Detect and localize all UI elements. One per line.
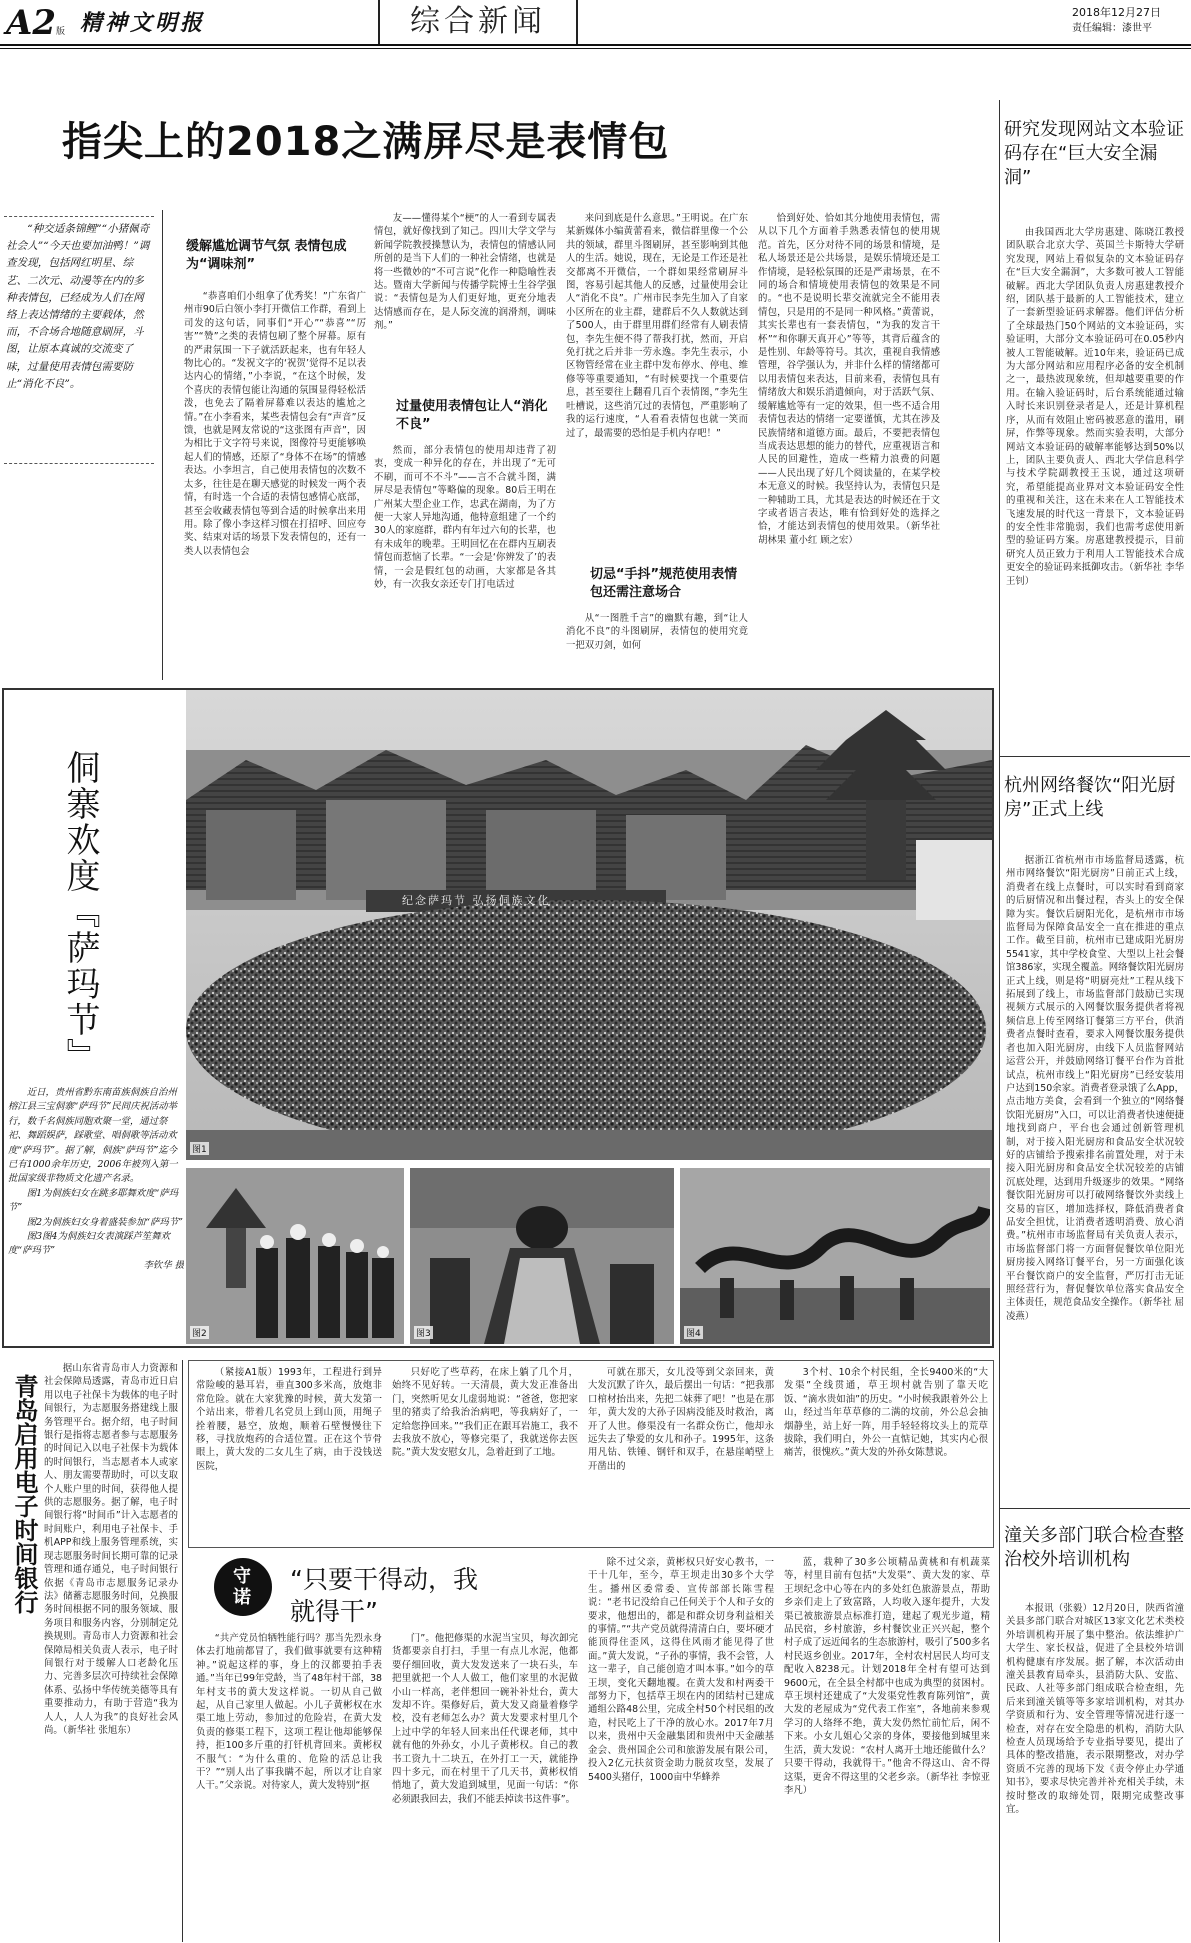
shounuo-title: “只要干得动，我就得干” xyxy=(290,1565,478,1626)
festival-photo-dragon xyxy=(680,1168,990,1344)
lead-column-2b: 然而，部分表情包的使用却违背了初衷，变成一种异化的存在，并出现了“无可不刷，而可不不斗”——言不合就斗图，满屏尽是表情包”等略偏的现象。80后王明在广州某大型企业工作，忠武在湖南，为了方便一大家人异地沟通，他特意组建了一个约30人的家庭群，群内有年过六旬的长辈，也有未成年的晚辈。王明回忆在在群内互刷表情包而惹恼了长辈。“一会是‘你辨发了’的表情，一会是假红包的动画，大家都是各其妙，有一次我女亲还专门打电话过 xyxy=(374,445,556,591)
issue-date: 2018年12月27日 xyxy=(1072,6,1161,19)
dancer-illustration xyxy=(410,1168,674,1344)
page-number-suffix: 版 xyxy=(56,27,66,37)
continued-column-4: 3个村、10余个村民组，全长9400米的“大发渠”全线贯通，草王坝村就告别了靠天吃饭、“滴水贵如油”的历史。“小时候我跟着外公上山，经过当年草草修的二满的坟前，外公总会抽烟静坐，站上好一阵，用手轻轻将坟头上的荒草拔除，我们明白，外公一直惦记她，其实内心很痛苦，很愧疚。”黄大发的外孙女陈慧说。 xyxy=(784,1367,988,1459)
column-divider xyxy=(182,1360,183,1942)
column-divider xyxy=(162,210,163,680)
lead-column-1: “恭喜咱们小组拿了优秀奖！”广东省广州市90后白领小李打开微信工作群，看到上司发的这句话，同事们“开心”“恭喜”“厉害”“赞”之类的表情包刷了整个屏幕。原有的严肃氛围一下子就活跃起来，也有年轻人物比心的。“发祝文字的‘祝贺’觉得不足以表达内心的情绪，”小李说，“在这个时候，发个喜庆的表情包能让沟通的氛围显得轻松活泼，也免去了隔着屏幕难以表达的尴尬之情。”在小李看来，某些表情包会有“声音”反馈，也就是网友常说的“这张图有声音”，因为相比于文字符号来说，图像符号更能够唤起人们的情感，还原了“身体不在场”的情感表达。小李坦言，自己使用表情包的次数不太多，往往是在聊天感觉的时候发一两个表情，有时选一个合适的表情包感情心底部，甚至会收藏表情包等到合适的时候拿出来用用。除了像小李这样习惯在打招呼、回应夸奖、结束对话的场景下发表情包的，还有一类人以表情包会 xyxy=(184,291,366,557)
shounuo-column-1: “共产党员怕牺牲能行吗？那当先烈永身体去打地前都冒了，我们做事就要有这种精神。”说起这样的事，身上的汉都要拍手表通。”当年已99年党龄，当了48年村干部，38年村支书的黄大发这样说。一切从自己做起，从自己家里人做起。小儿子黄彬权在水渠工地上劳动，参加过的危险岩，在黄大发负责的修渠工程下，这项工程让他却能够保持，拒100多斤重的打钎机背回来。黄彬权不服气：“为什么重的、危险的活总让我干？”“别人出了事我瞒不起，所以才让自家人干。”父亲说。对待家人，黄大发特别“抠 xyxy=(196,1633,382,1792)
shounuo-column-3: 除不过父亲，黄彬权只好安心教书，一干十几年，至今，草王坝走出30多个大学生。播州区委常委、宣传部部长陈雪程说：“老书记没给自己任何关于个人和子女的要求，他想出的，都是和群众切身利益相关的事情。”“共产党员就得清清白白，要坏硬才能顶得住歪风，这得住风雨才能见得了世面。”黄大发说，“子孙的事情，我不会管，人这一辈子，自己能创造才叫本事。”如今的草王坝，变化天翻地覆。在黄大发和村两委干部努力下，包括草王坝在内的团结村已建成通组公路48公里，完成全村50个村民组的改造，村民吃上了干净的放心水。2017年7月以来，贵州中天金融集团和贵州中天金融基金会、贵州国企公司和旅游发展有限公司，投入2亿元扶贫资金助力脱贫攻坚，发展了5400头猪仔，1000亩中华蜂养 xyxy=(588,1557,774,1783)
shounuo-column-2: 门”。他把修渠的水泥当宝贝，每次卸完货都要亲自打扫，手里一有点儿水泥，他都要仔细回收，黄大发发送来了一块石头，车把里就把一个人人做工，他们家里的水泥做小山一样高，老伴想回一碗补补灶台，黄大发却不许。渠修好后，黄大发又商量着修学校，没有老师怎么办？黄大发要求村里几个上过中学的年轻人回来出任代课老师，其中就有他的外孙女，小儿子黄彬权。自己的教书工资九十二块五，在外打工一天，就能挣四十多元，而在村里干了几天书，黄彬权悄悄地了，黄大发追到城里，见面一句话：“你必须跟我回去，我们不能丢掉读书这件事”。 xyxy=(392,1633,578,1805)
photo-note: 图1为侗族妇女在跳多耶舞欢度“萨玛节” xyxy=(8,1187,179,1214)
lead-subhead-2: 过量使用表情包让人“消化不良” xyxy=(396,399,548,432)
lead-column-2: 友——懂得某个“梗”的人一看到专属表情包，就好像找到了知己。四川大学文学与新闻学院教授操慧认为，表情包的情感认同所创的是当下人们的一种社会情绪，也就是将一些微妙的“不可言说”化作一种隐喻性表达。暨南大学新闻与传播学院博士生谷学强说：“表情包是为人们更好地，更充分地表达情感而存在，是人际交流的润滑剂，调味剂。” xyxy=(374,213,556,332)
continued-column-1: （紧接A1版）1993年，工程进行到异常险峻的悬耳岩，垂直300多米高，放炮非常危险。就在大家犹豫的时候，黄大发第一个站出来，带着几名党员上到山顶，用绳子拴着腰，悬空，放炮，顺着石壁慢慢往下移，寻找放炮药的合适位置。正在这个节骨眼上，黄大发的二女儿生了病，由于没钱送医院， xyxy=(196,1367,382,1472)
lead-column-3b: 从“一图胜千言”的幽默有趣，到“让人消化不良”的斗图刷屏，表情包的使用究竟一把双刃剑，如何 xyxy=(566,613,748,651)
right-bottom-body: 本报讯（张毅）12月20日，陕西省潼关县多部门联合对城区13家文化艺术类校外培训机构开展了集中整治。依法维护广大学生、家长权益，促进了全县校外培训机构健康有序发展。据了解，本次活动由潼关县教育局牵头，县消防大队、安监、民政、人社等多部门组成联合检查组，先后来到潼关镇等等多家培训机构，对其办学资质和行为、安全管理等情况进行逐一检查，对存在安全隐患的机构，消防大队检查人员现场给予专业指导要见，提出了具体的整改措施，表示限期整改，对办学资质不完善的现场下发《责令停止办学通知书》，要求尽快完善并补充相关手续，未按时整改的取缔处罚，限期完成整改事宜。 xyxy=(1006,1603,1184,1816)
lead-subhead-3: 切忌“手抖”规范使用表情包还需注意场合 xyxy=(590,567,738,600)
shounuo-column-4: 蓝，栽种了30多公顷精品黄桃和有机蔬菜等，村里目前有包括“大发渠”、黄大发的家、草王坝纪念中心等在内的多处红色旅游景点，帮助乡亲们走上了致富路，人均收入逐年提升，大发渠已被旅游景点标准打造，建起了观光步道，精品民宿，乡村旅游，乡村餐饮业正兴兴起，整个村子成了远近闻名的生态旅游村，吸引了500多名村民返乡创业。2017年，全村农村居民人均可支配收入8238元。计划2018年全村有望可达到9600元，在全县全村都中也成为典型的贫困村。草王坝村还建成了“大发渠党性教育陈列馆”，黄大发的老屋成为“党代表工作室”，各地前来参观学习的人络绎不绝，黄大发仍然忙前忙后，闲不下来。小女儿姐心父亲的身体，要接他到城里来生活，黄大发说：“农村人离开土地还能做什么？只要干得动，我就得干。”他舍不得这山、舍不得这渠，更舍不得这里的父老乡亲。（新华社 李惊亚 李凡） xyxy=(784,1557,990,1796)
festival-main-photo xyxy=(186,690,992,1160)
section-title: 综合新闻 xyxy=(410,4,546,39)
editor-credit: 责任编辑：漆世平 xyxy=(1072,23,1152,34)
qingdao-title: 青岛启用电子时间银行 xyxy=(10,1374,38,1614)
photo-label-1: 图1 xyxy=(190,1142,209,1155)
lead-headline: 指尖上的2018之满屏尽是表情包 xyxy=(62,119,670,165)
right-mid-body: 据浙江省杭州市市场监督局透露，杭州市网络餐饮“阳光厨房”日前正式上线，消费者在线上点餐时，可以实时看到商家的后厨情况和出餐过程，杏头上的安全保障为实。餐饮后厨阳光化，是杭州市市场监督局为保障食品安全一直在推进的重点工作。截至目前，杭州市已建成阳光厨房5541家，其中学校食堂、大型以上社会餐馆386家，实现全覆盖。网络餐饮阳光厨房正式上线，则是将“明厨亮灶”工程从线下拓展到了线上，市场监督部门鼓励已实现视频方式展示的入网餐饮服务提供者将视频信息上传至网络订餐第三方平台，供消费者点餐时查看，要求入网餐饮服务提供者也加入阳光厨房，由线下人员监督网站运营公开，并鼓励网络订餐平台作为首批试点，杭州市线上“阳光厨房”已经安装用户达到150余家。消费者登录饿了么App，点击地方美食，会看到一个独立的“网络餐饮阳光厨房”入口，可以让消费者快速便捷地找到商户，平台也会通过创新管理机制，对于接入阳光厨房和食品安全状况较好的店铺给予搜索排名前置处理，对于未接入阳光厨房和食品安全状况较差的店铺沉底处理，达到用升级逐步的效果。“网络餐饮阳光厨房可以打破网络餐饮外卖线上交易的盲区，增加选择权，降低消费者食品安全担忧，让消费者透明消费、放心消费。”杭州市市场监督局有关负责人表示，市场监督部门将一方面督促餐饮单位阳光厨房接入网络订餐平台，另一方面强化该平台餐饮商户的安全监督，严厉打击无证照经营行为，督促餐饮单位落实食品安全主体责任，规范食品安全操作。（新华社 屈凌燕） xyxy=(1006,855,1184,1322)
lead-column-3: 来问到底是什么意思。”王明说。在广东某新媒体小编黄蕾看来，微信群里像一个公共的领域，群里斗图刷屏，甚至影响到其他人的生活。她说，现在，无论是工作还是社交都离不开微信，一个群如果经常刷屏斗图，容易引起其他人的反感，过量使用会让人“消化不良”。广州市民李先生加入了自家小区所在的业主群，建群后不久人数就达到了500人，由于群里用群们经常有人刷表情包，李先生便不得了帮我打扰，然而，开启免打扰之后并非一劳永逸。李先生表示，小区物管经常在业主群中发布停水、停电、维修等等重要通知，“有时候要找一个重要信息，甚至要往上翻看几百个表情图，”李先生吐槽说，这些消冗过的表情包，严重影响了我的运行速度，“人看看表情包也就一笑而过了，最需要的恐怕是手机内存吧！” xyxy=(566,213,748,439)
dragon-dance-illustration xyxy=(680,1168,990,1344)
header-rule xyxy=(0,44,1191,46)
photo-caption-box xyxy=(8,1086,184,1332)
photo-caption: 近日，贵州省黔东南苗族侗族自治州榕江县三宝侗寨“萨玛节”民间庆祝活动举行，数千名侗族同胞欢聚一堂，通过祭祀、舞蹈娱萨，踩歌堂、唱侗歌等活动欢度“萨玛节”。据了解，侗族“萨玛节”迄今已有1000余年历史，2006年被列入第一批国家级非物质文化遗产名录。 xyxy=(8,1087,178,1185)
qingdao-body: 据山东省青岛市人力资源和社会保障局透露，青岛市近日启用以电子社保卡为载体的电子时间银行，为志愿服务搭建线上服务管理平台。据介绍，电子时间银行是指将志愿者参与志愿服务的时间记入以电子社保卡为载体的时间银行，当志愿者本人或家人、朋友需要帮助时，可以支取个人账户里的时间，获得他人提供的志愿服务。据了解，电子时间银行将“时间币”计入志愿者的时间账户，利用电子社保卡、手机APP和线上服务管理系统，实现志愿服务时间长期可靠的记录管理和通存通兑，电子时间银行依据《青岛市志愿服务记录办法》储蓄志愿服务时间，兑换服务时间根据不同的服务领域、服务项目和服务内容，分别制定兑换规则。青岛市人力资源和社会保障局相关负责人表示，电子时间银行对于缓解人口老龄化压力、完善多层次可持续社会保障体系、弘扬中华传统美德等具有重要推动力，有助于营造“我为人人，人人为我”的良好社会风尚。（新华社 张旭东） xyxy=(44,1363,178,1736)
right-divider xyxy=(1000,1508,1190,1509)
header-rule-thin xyxy=(0,48,1191,49)
right-bottom-title: 潼关多部门联合检查整治校外培训机构 xyxy=(1004,1525,1184,1570)
festival-banner: 纪念萨玛节 弘扬侗族文化 xyxy=(402,894,551,907)
lead-intro-box xyxy=(4,216,154,464)
photo-feature-title: 侗寨欢度『萨玛节』 xyxy=(60,750,100,1074)
photo-label-4: 图4 xyxy=(684,1326,703,1339)
festival-crowd-illustration xyxy=(186,690,992,1160)
photo-label-3: 图3 xyxy=(414,1326,433,1339)
shounuo-badge-text: 守诺 xyxy=(233,1566,253,1608)
right-divider xyxy=(1000,756,1190,757)
newspaper-name: 精神文明报 xyxy=(80,10,206,36)
page-number: A2 xyxy=(6,3,57,43)
right-top-body: 由我国西北大学房惠建、陈晓江教授团队联合北京大学、英国兰卡斯特大学研究发现，网站上看似复杂的文本验证码存在“巨大安全漏洞”，大多数可被人工智能破解。西北大学团队负责人房惠建教授介绍，团队基于最新的人工智能技术，建立了一套新型验证码求解器。他们评估分析了全球最热门50个网站的文本验证码，实验证明，大部分文本验证码可在0.05秒内被人工智能破解。近10年来，验证码已成为大部分网站和应用程序必备的安全机制之一，最热波现象统，但却越要重要的作用。在输入验证码时，后台系统能通过输入时长来识别登录者是人，还是计算机程序，从而有效阻止密码被恶意的滥用，刷屏，作弊等现象。然而实验表明，大部分网站文本验证码的破解率能够达到50%以上，团队主要负责人、西北大学信息科学与技术学院副教授王玉说，通过这项研究，希望能提高业界对文本验证码安全性的重视和关注，这在未来在人工智能技术飞速发展的时代这一背景下，文本验证码的安全性非常脆弱，我们也需考虑使用新型的验证码方案。房惠建教授提示，目前研究人员正致力于利用人工智能技术合成更安全的验证码来抵御攻击。（新华社 李华 王钊） xyxy=(1006,227,1184,587)
photo-note: 图3图4为侗族妇女表演踩芦笙舞欢度“萨玛节” xyxy=(8,1231,170,1257)
lead-column-4: 恰到好处、恰如其分地使用表情包，需从以下几个方面着手熟悉表情包的使用规范。首先，区分对待不同的场景和情境，是私人场景还是公共场景，是娱乐情境还是工作情境，是轻松氛围的还是严肃场景，在不同的场合和情境使用表情包的效果是不同的。“也不是说明长辈交流就完全不能用表情包，只是用的不是同一种风格。”黄蕾说，其实长辈也有一套表情包，“为我的发言干杯”“和你聊天真开心”等等，其背后蕴含的是性别、年龄等符号。其次，重视自我情感管理，谷学强认为，并非什么样的情绪都可以用表情包来表达，目前来看，表情包具有情绪放大和娱乐消遣倾向，对于活跃气氛、缓解尴尬等有一定的效果，但一些不适合用表情包表达的情绪一定要谨慎，尤其在涉及民族情绪和道德方面。最后，不要把表情包当成表达思想的能力的替代，应重视语言和人民的回避性，造成一些精力浪费的问题——人民出现了好几个阅读量的，在某学校本无意义的时候。我坚持认为，表情包只是一种辅助工具，尤其是表达的时候还在于文字或者语言表达，唯有恰到好处的选择之恰，才能达到表情包的使用效果。（新华社 胡林果 董小红 顾之宏） xyxy=(758,213,940,546)
lead-subhead-1: 缓解尴尬调节气氛 表情包成为“调味剂” xyxy=(186,239,347,272)
women-costume-illustration xyxy=(186,1168,404,1344)
lead-intro: “种交适条锦鲤”“小猪佩奇社会人”“今天也要加油鸭！”调查发现，包括网红明星、综艺、二次元、动漫等在内的多种表情包，已经成为人们在网络上表达情绪的主要载体，然而，不合场合地随意刷屏，斗图，让原本真诚的交流变了味，过量使用表情包需要防止“消化不良”。 xyxy=(6,223,150,390)
photo-label-2: 图2 xyxy=(190,1326,209,1339)
right-mid-title: 杭州网络餐饮“阳光厨房”正式上线 xyxy=(1004,775,1176,820)
continued-column-2: 只好吃了些草药，在床上躺了几个月，始终不见好转。一天清晨，黄大发正准备出门，突然听见女儿虚弱地说：“爸爸，您把家里的猪卖了给我治治病吧，等我病好了，一定给您挣回来。”“我们正在跟耳岩施工，我不去我放不放心，等修完渠了，我就送你去医院。”黄大发安慰女儿，急着赶到了工地。 xyxy=(392,1367,578,1459)
festival-photo-women xyxy=(186,1168,404,1344)
right-top-title: 研究发现网站文本验证码存在“巨大安全漏洞” xyxy=(1004,119,1184,188)
photo-note: 图2为侗族妇女身着盛装参加“萨玛节” xyxy=(26,1216,183,1228)
festival-photo-dancer xyxy=(410,1168,674,1344)
continued-column-3: 可就在那天，女儿没等到父亲回来，黄大发沉默了许久，最后摆出一句话：“把我那口棺材抬出来，先把二妹葬了吧！”也是在那年，黄大发的大孙子因病没能及时救治，离开了人世。修渠没有一名群众伤亡，他却永远失去了挚爱的女儿和孙子。1995年，这条用凡钻、铁锤、钢钎和双手，在悬崖峭壁上开凿出的 xyxy=(588,1367,774,1472)
column-divider xyxy=(999,100,1000,1942)
photo-credit: 李钦华 摄 xyxy=(143,1259,184,1271)
